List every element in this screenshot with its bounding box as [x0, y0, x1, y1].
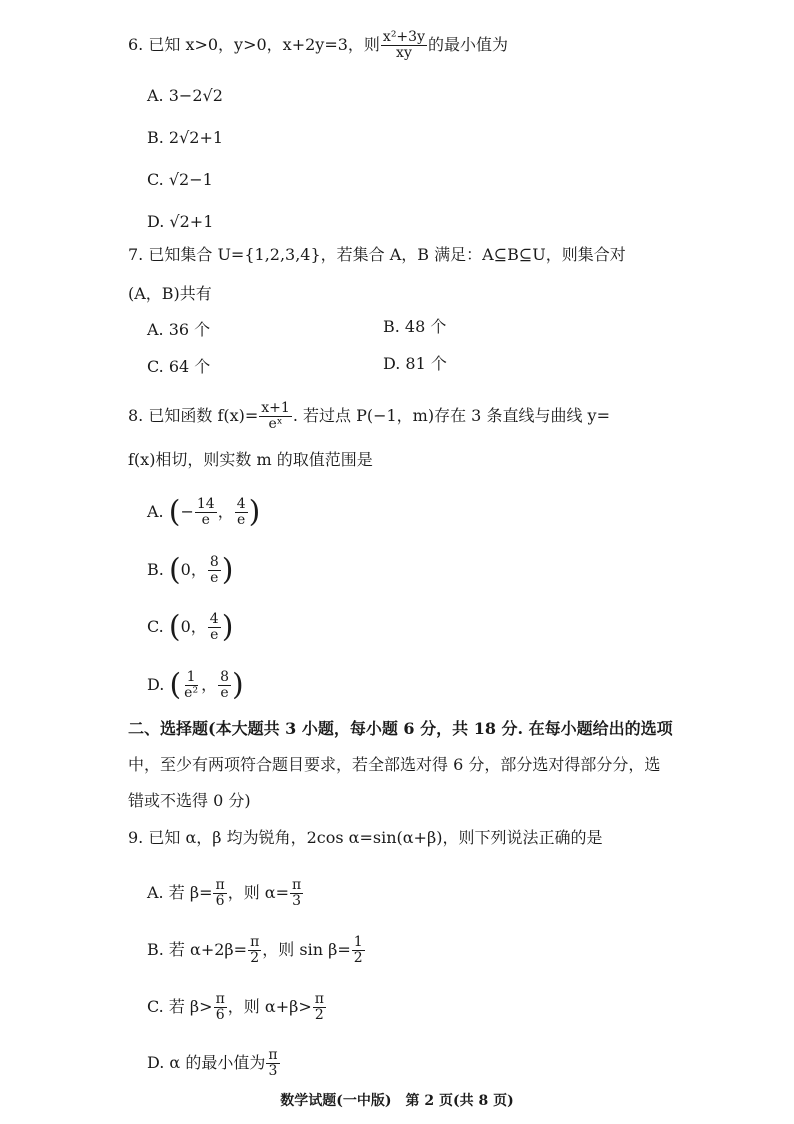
q9-stem: 9. 已知 α，β 均为锐角，2cos α=sin(α+β)，则下列说法正确的是 — [128, 828, 603, 847]
q8-stem-line2: f(x)相切，则实数 m 的取值范围是 — [128, 450, 373, 469]
q8-option-d: D. ( $\frac{1}{\text{e²}}$ ， $\frac{8}{e}$ ) — [147, 667, 244, 703]
section2-heading-line1: 二、选择题(本大题共 3 小题，每小题 6 分，共 18 分. 在每小题给出的选项 — [128, 719, 673, 738]
q9-option-c: C. 若 β> $\frac{\pi}{6}$ ，则 α+β> $\frac{\pi}{2}$ — [147, 991, 324, 1023]
q8-option-a: A. (− $\frac{14}{e}$ ， $\frac{4}{e}$ ) — [147, 494, 261, 530]
q8-stem-line1: 8. 已知函数 f(x)= $\frac{x+1}{\text{eˣ}}$ . 若过点 P(−1，m)存在 3 条直线与曲线 y= — [128, 400, 610, 432]
q6-fraction: $\frac{\text{x²+3y}}{xy}$ — [382, 29, 425, 61]
q7-stem-line2: (A，B)共有 — [128, 284, 212, 303]
q6-option-a: A. 3−2√2 — [147, 86, 223, 105]
q8-fraction: $\frac{x+1}{\text{eˣ}}$ — [261, 400, 290, 432]
page-footer: 数学试题(一中版) 第 2 页(共 8 页) — [280, 1093, 514, 1109]
q6-option-c: C. √2−1 — [147, 170, 213, 189]
section2-heading-line3: 错或不选得 0 分) — [128, 791, 251, 810]
q9-option-d: D. α 的最小值为 $\frac{\pi}{3}$ — [147, 1047, 278, 1079]
q8-option-b: B. (0， $\frac{8}{e}$ ) — [147, 552, 234, 588]
q9-option-a: A. 若 β= $\frac{\pi}{6}$ ，则 α= $\frac{\pi}{3}$ — [147, 877, 302, 909]
q7-option-b: B. 48 个 — [383, 317, 447, 336]
q7-option-d: D. 81 个 — [383, 354, 447, 373]
q6-option-d: D. √2+1 — [147, 212, 214, 231]
q6-option-b: B. 2√2+1 — [147, 128, 224, 147]
q7-option-a: A. 36 个 — [147, 320, 211, 339]
q6-stem: 6. 已知 x>0，y>0，x+2y=3，则 $\frac{\text{x²+3y}}{xy}$ 的最小值为 — [128, 29, 508, 61]
q8-option-c: C. (0， $\frac{4}{e}$ ) — [147, 609, 234, 645]
q7-option-c: C. 64 个 — [147, 357, 211, 376]
q7-stem-line1: 7. 已知集合 U={1,2,3,4}，若集合 A，B 满足：A⊆B⊆U，则集合对 — [128, 245, 626, 264]
section2-heading-line2: 中，至少有两项符合题目要求，若全部选对得 6 分，部分选对得部分分，选 — [128, 755, 661, 774]
q9-option-b: B. 若 α+2β= $\frac{\pi}{2}$ ，则 sin β= $\frac{1}{2}$ — [147, 934, 363, 966]
